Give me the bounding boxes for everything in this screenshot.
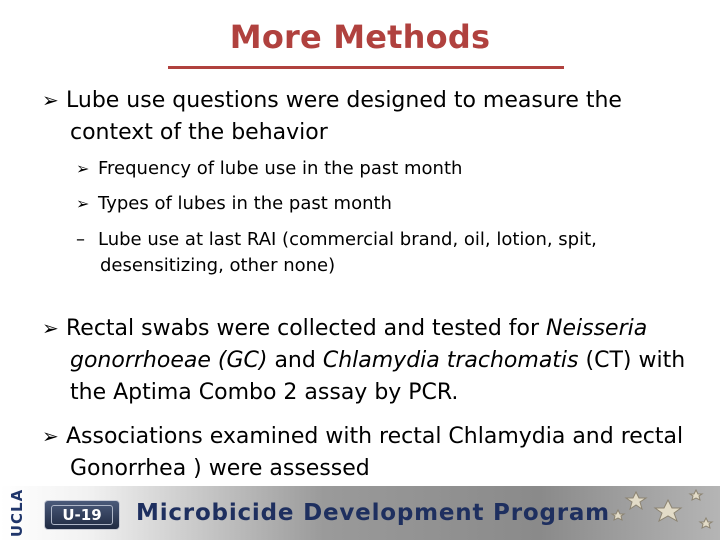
bullet-text: (CT) with the Aptima Combo 2 assay by PCR.: [70, 348, 686, 405]
arrow-bullet-icon: ➢: [76, 159, 90, 178]
title-underline: [168, 66, 564, 69]
sub-bullet-last-rai: [58, 227, 708, 279]
u19-badge: [44, 500, 120, 530]
arrow-bullet-icon: ➢: [42, 424, 59, 448]
sub-bullet-text: Frequency of lube use in the past month: [98, 158, 463, 179]
bullet-text: and: [267, 348, 323, 373]
bullet-text: Lube use questions were designed to measure the context of the behavior: [66, 88, 622, 145]
organism-name-gc: Neisseria gonorrhoeae (GC): [70, 316, 648, 373]
bullet-associations: [22, 420, 712, 485]
ucla-logo: [2, 486, 32, 540]
organism-name-ct: Chlamydia trachomatis: [322, 348, 579, 373]
u19-badge-text: U-19: [62, 506, 102, 524]
arrow-bullet-icon: ➢: [42, 88, 59, 112]
program-name: Microbicide Development Program: [136, 500, 610, 526]
slide-title: More Methods: [229, 18, 491, 56]
ucla-logo-text: UCLA: [8, 488, 27, 538]
arrow-bullet-icon: ➢: [42, 316, 59, 340]
bullet-text: Associations examined with rectal Chlamydia and rectal Gonorrhea ) were assessed: [66, 424, 684, 481]
molecule-decoration-icon: [596, 486, 720, 540]
sub-bullet-types: [58, 191, 708, 217]
sub-bullet-text: Lube use at last RAI (commercial brand, oil, lotion, spit, desensitizing, other none): [98, 229, 597, 276]
dash-bullet-icon: –: [76, 229, 85, 250]
sub-bullet-text: Types of lubes in the past month: [98, 193, 392, 214]
bullet-lube-questions: [22, 84, 702, 149]
bullet-rectal-swabs: [22, 312, 712, 409]
arrow-bullet-icon: ➢: [76, 194, 90, 213]
bullet-text: Rectal swabs were collected and tested for: [66, 316, 547, 341]
sub-bullet-frequency: [58, 156, 708, 182]
